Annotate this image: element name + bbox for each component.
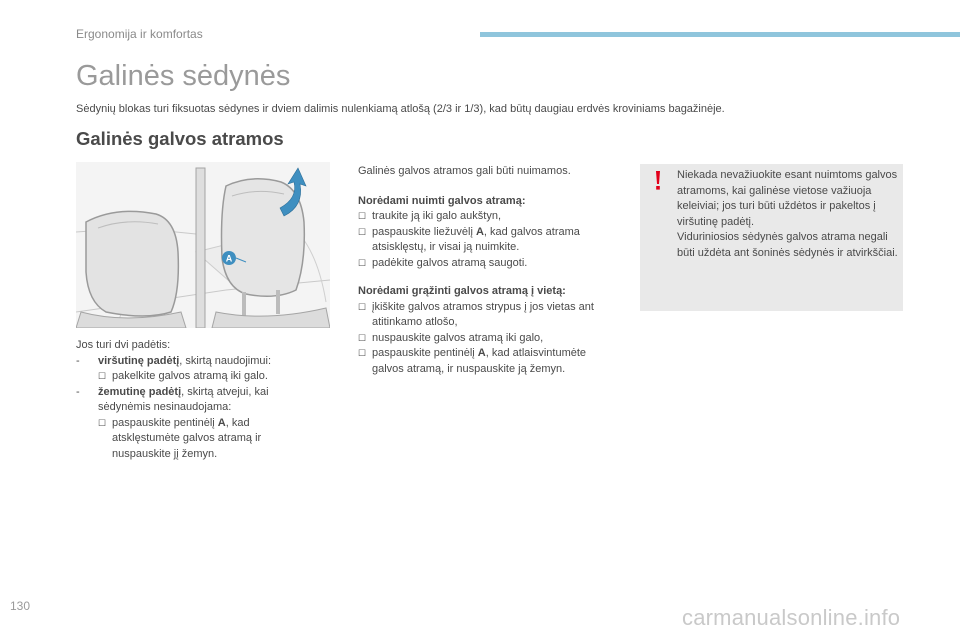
position-item	[76, 385, 316, 463]
step-text-part: , kad atsklęstumėte galvos atramą ir nuspauskite jį žemyn.	[112, 416, 262, 460]
step-callout-ref: A	[477, 347, 486, 359]
position-term: viršutinę padėtį	[98, 354, 180, 367]
positions-list	[76, 354, 316, 463]
positions-intro: Jos turi dvi padėtis:	[76, 339, 171, 351]
step-text	[372, 209, 501, 225]
step-text-part: traukite ją iki galo aukštyn,	[372, 210, 502, 222]
step-text	[112, 369, 268, 385]
step-text-part: nuspauskite galvos atramą iki galo,	[372, 331, 544, 344]
refit-steps	[358, 300, 620, 378]
headrest-drawing	[76, 162, 330, 328]
position-dash: -	[76, 354, 80, 367]
step-text	[372, 300, 620, 331]
position-body	[98, 385, 316, 463]
removal-section	[358, 164, 620, 377]
remove-steps	[358, 209, 620, 271]
step-item	[358, 346, 620, 377]
step-item	[358, 300, 620, 331]
step-text-part: įkiškite galvos atramos strypus į jos vietas ant atitinkamo atlošo,	[372, 300, 594, 328]
callout-a-label: A	[225, 253, 233, 264]
step-text	[372, 225, 620, 256]
position-dash: -	[76, 385, 80, 398]
step-text	[372, 331, 543, 347]
step-text-part: , kad atlaisvintumėte galvos atramą, ir nuspauskite ją žemyn.	[372, 347, 587, 375]
step-text-part: paspauskite pentinėlį	[372, 347, 478, 359]
position-heading	[98, 354, 271, 370]
position-heading	[98, 385, 316, 416]
header-accent-bar	[480, 32, 960, 37]
step-checkbox-icon: ☐	[98, 371, 107, 381]
position-description: , skirtą naudojimui:	[179, 354, 272, 367]
step-checkbox-icon: ☐	[358, 332, 367, 343]
step-item	[98, 416, 316, 463]
step-text-part: , kad galvos atrama atsisklęstų, ir visai ją nuimkite.	[372, 225, 580, 253]
right-headrest	[222, 179, 305, 296]
refit-heading: Norėdami grąžinti galvos atramą į vietą:	[358, 285, 566, 297]
removable-note: Galinės galvos atramos gali būti nuimamos.	[358, 165, 571, 177]
step-text-part: paspauskite pentinėlį	[112, 416, 218, 429]
position-body	[98, 354, 271, 385]
step-text-part: padėkite galvos atramą saugoti.	[372, 256, 528, 269]
step-checkbox-icon: ☐	[98, 417, 107, 428]
watermark[interactable]: carmanualsonline.info	[682, 605, 901, 630]
warning-line: Viduriniosios sėdynės galvos atrama negali būti uždėta ant šoninės sėdynės ir atvirkščiai.	[677, 231, 898, 259]
section-heading: Galinės galvos atramos	[76, 128, 284, 149]
step-checkbox-icon: ☐	[358, 301, 367, 312]
warning-box	[640, 164, 903, 311]
step-callout-ref: A	[217, 416, 226, 429]
position-item	[76, 354, 316, 385]
position-description: , skirtą atvejui, kai sėdynėmis nesinaudojama:	[98, 385, 269, 413]
step-checkbox-icon: ☐	[358, 226, 367, 237]
step-item	[358, 331, 620, 347]
page-title: Galinės sėdynės	[76, 60, 291, 92]
warning-text	[677, 168, 899, 261]
step-callout-ref: A	[475, 225, 484, 238]
step-item	[358, 209, 620, 225]
step-checkbox-icon: ☐	[358, 348, 367, 358]
page-number: 130	[10, 599, 31, 613]
step-text	[112, 416, 316, 463]
section-label: Ergonomija ir komfortas	[76, 27, 203, 41]
step-item	[98, 369, 271, 385]
position-term: žemutinę padėtį	[98, 385, 182, 398]
warning-exclamation-icon	[652, 170, 664, 192]
step-text	[372, 346, 620, 377]
step-text-part: paspauskite liežuvėlį	[372, 225, 476, 238]
step-text-part: pakelkite galvos atramą iki galo.	[112, 370, 268, 382]
step-text	[372, 256, 527, 272]
intro-paragraph: Sėdynių blokas turi fiksuotas sėdynes ir dviem dalimis nulenkiamą atlošą (2/3 ir 1/3), kad būtų daugiau erdvės kroviniams bagažinėje.	[76, 103, 725, 115]
remove-heading: Norėdami nuimti galvos atramą:	[358, 194, 526, 207]
step-item	[358, 225, 620, 256]
positions-section	[76, 338, 316, 462]
headrest-illustration	[76, 162, 330, 328]
step-item	[358, 256, 620, 272]
warning-line: Niekada nevažiuokite esant nuimtoms galvos atramoms, kai galinėse vietose važiuoja keleiviai; jos turi būti uždėtos ir pakeltos į viršutinę padėtį.	[677, 169, 898, 228]
step-checkbox-icon: ☐	[358, 257, 367, 268]
step-checkbox-icon: ☐	[358, 211, 367, 221]
